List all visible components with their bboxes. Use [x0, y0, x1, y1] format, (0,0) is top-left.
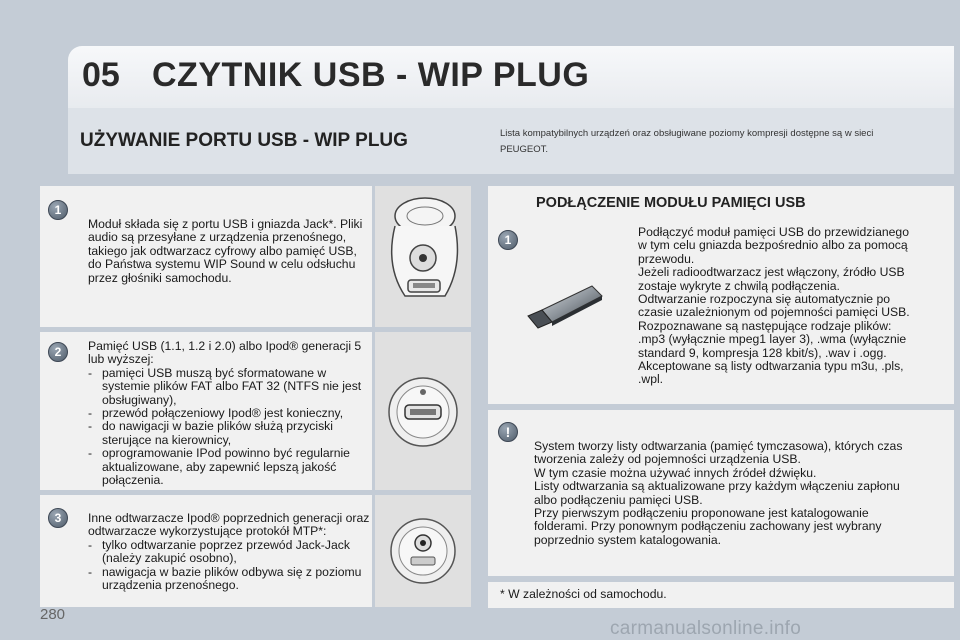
usb-step-line: Jeżeli radioodtwarzacz jest włączony, źródło USB zostaje wykryte z chwilą podłączenia.	[638, 265, 905, 293]
item-3-text	[88, 512, 370, 592]
warning-line: Listy odtwarzania są aktualizowane przy każdym włączeniu zapłonu albo podłączeniu pamięci USB.	[534, 479, 900, 507]
item-2-text	[88, 340, 370, 487]
item-1-badge: 1	[48, 200, 68, 220]
item-3-intro: Inne odtwarzacze Ipod® poprzednich generacji oraz odtwarzacze wykorzystujące protokół MTP*:	[88, 511, 370, 539]
list-item: - pamięci USB muszą być sformatowane w systemie plików FAT albo FAT 32 (NTFS nie jest obsługiwany),	[88, 367, 370, 407]
usb-connection-subtitle: PODŁĄCZENIE MODUŁU PAMIĘCI USB	[536, 195, 806, 211]
list-item: - przewód połączeniowy Ipod® jest konieczny,	[88, 407, 370, 420]
usb-stick-icon	[518, 280, 610, 336]
list-item: - tylko odtwarzanie poprzez przewód Jack-Jack (należy zakupić osobno),	[88, 539, 370, 566]
usb-stick-image	[518, 280, 610, 336]
warning-badge: !	[498, 422, 518, 442]
warning-text	[534, 440, 914, 547]
item-2-image-panel	[375, 332, 471, 490]
item-2-bullets	[88, 367, 370, 488]
warning-line: Przy pierwszym podłączeniu proponowane jest katalogowanie folderami. Przy ponownym podłączeniu zachowany jest wybrany poprzednio system katalogowania.	[534, 506, 882, 547]
footnote: * W zależności od samochodu.	[500, 587, 667, 601]
section-title: UŻYWANIE PORTU USB - WIP PLUG	[80, 130, 408, 151]
usb-step-line: Podłączyć moduł pamięci USB do przewidzianego w tym celu gniazda bezpośrednio albo za pomocą przewodu.	[638, 225, 909, 266]
usb-step-text	[638, 226, 920, 387]
chapter-title: CZYTNIK USB - WIP PLUG	[152, 56, 590, 94]
usb-jack-socket-open-lid-icon	[375, 186, 471, 327]
usb-step-line: Odtwarzanie rozpoczyna się automatycznie po czasie uzależnionym od pojemności pamięci USB.	[638, 292, 910, 320]
usb-port-socket-icon	[375, 332, 471, 490]
item-3-badge: 3	[48, 508, 68, 528]
warning-line: System tworzy listy odtwarzania (pamięć tymczasowa), których czas tworzenia zależy od pojemności urządzenia USB.	[534, 439, 903, 467]
item-2-badge: 2	[48, 342, 68, 362]
watermark: carmanualsonline.info	[610, 618, 802, 639]
page-number: 280	[40, 606, 66, 623]
list-item: - nawigacja w bazie plików odbywa się z poziomu urządzenia przenośnego.	[88, 566, 370, 593]
list-item: - do nawigacji w bazie plików służą przyciski sterujące na kierownicy,	[88, 420, 370, 447]
item-3-image-panel	[375, 495, 471, 607]
section-note: Lista kompatybilnych urządzeń oraz obsługiwane poziomy kompresji dostępne są w sieci PEUGEOT.	[500, 128, 874, 155]
usb-step-badge: 1	[498, 230, 518, 250]
item-1-image-panel	[375, 186, 471, 327]
item-3-bullets	[88, 539, 370, 593]
chapter-number: 05	[82, 56, 120, 94]
item-1-text: Moduł składa się z portu USB i gniazda Jack*. Pliki audio są przesyłane z urządzenia przenośnego, takiego jak odtwarzacz cyfrowy albo pamięć USB, do Państwa systemu WIP Sound w celu odsłuchu przez głośniki samochodu.	[88, 217, 363, 285]
jack-socket-icon	[375, 495, 471, 607]
usb-step-line: Akceptowane są listy odtwarzania typu m3u, .pls, .wpl.	[638, 359, 904, 387]
warning-line: W tym czasie można używać innych źródeł dźwięku.	[534, 465, 817, 480]
list-item: - oprogramowanie IPod powinno być regularnie aktualizowane, aby zapewnić lepszą jakość połączenia.	[88, 447, 370, 487]
usb-step-line: Rozpoznawane są następujące rodzaje plików: .mp3 (wyłącznie mpeg1 layer 3), .wma (wyłącznie standard 9, kompresja 128 kbit/s), .wav i .ogg.	[638, 318, 907, 360]
item-2-intro: Pamięć USB (1.1, 1.2 i 2.0) albo Ipod® generacji 5 lub wyższej:	[88, 339, 362, 367]
